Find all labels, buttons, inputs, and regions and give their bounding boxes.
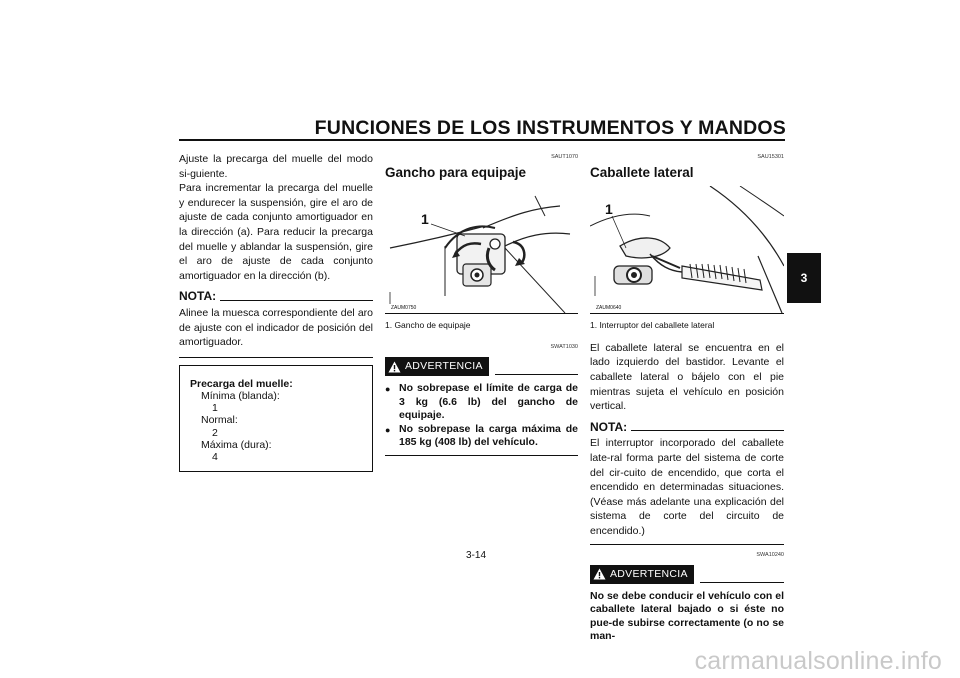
- note-end-rule: [590, 544, 784, 545]
- bullet-icon: ●: [385, 424, 391, 435]
- sidestand-illustration: [590, 186, 784, 313]
- section-code: SAUT1070: [551, 154, 578, 160]
- figure-caption: 1. Interruptor del caballete lateral: [590, 320, 715, 331]
- spring-preload-spec-box: [179, 365, 373, 472]
- figure-callout: 1: [605, 201, 613, 218]
- luggage-hook-illustration: [385, 186, 578, 313]
- figure-code: ZAUM0640: [596, 305, 622, 312]
- column-2: [385, 150, 578, 456]
- warning-triangle-icon: [388, 361, 401, 373]
- warning-badge: [385, 357, 489, 376]
- note-end-rule: [179, 357, 373, 358]
- warning-heading: [385, 357, 578, 376]
- note-rule: [631, 430, 784, 431]
- spec-max-value: 4: [212, 450, 218, 463]
- list-item-text: No sobrepase el límite de carga de 3 kg (6.6 lb) del gancho de equipaje.: [399, 381, 578, 422]
- list-item: [385, 382, 578, 423]
- watermark-text: carmanualsonline.info: [694, 647, 942, 675]
- paragraph: El caballete lateral se encuentra en el lado izquierdo del bastidor. Levante el caballete lateral o bájelo con el pie mientras sujeta el vehículo en posición vertical.: [590, 341, 784, 413]
- note-text: El interruptor incorporado del caballete late-ral forma parte del sistema de corte del cir-cuito de encendido, que corta el encendido en determinadas situaciones. (Véase más adelante una explicación del sistema de corte del circuito de encendido.): [590, 437, 784, 537]
- warning-rule: [495, 374, 578, 375]
- warning-triangle-icon: [593, 568, 606, 580]
- section-code: SAU15301: [757, 154, 784, 160]
- paragraph: Para incrementar la precarga del muelle y endurecer la suspensión, gire el aro de ajuste de cada conjunto amortiguador en la dirección (a). Para reducir la precarga del muelle y ablandar la suspensión, gire el aro de ajuste de cada conjunto amortiguador en la dirección (b).: [179, 182, 373, 282]
- page-header-title: FUNCIONES DE LOS INSTRUMENTOS Y MANDOS: [314, 117, 786, 139]
- note-heading: [590, 420, 784, 435]
- section-title: Caballete lateral: [590, 164, 694, 180]
- header-rule: [179, 139, 785, 141]
- note-heading: [179, 289, 373, 304]
- figure-caption: 1. Gancho de equipaje: [385, 320, 471, 331]
- column-1: [179, 152, 373, 472]
- page-number: 3-14: [466, 550, 487, 561]
- note-rule: [220, 300, 373, 301]
- spec-min-label: Mínima (blanda):: [201, 389, 280, 402]
- warning-text: No se debe conducir el vehículo con el caballete lateral bajado o si éste no pue-de subirse correctamente (o no se man-: [590, 589, 784, 643]
- note-label: NOTA:: [590, 419, 628, 434]
- chapter-tab: 3: [787, 253, 821, 303]
- warning-code: SWAT1030: [550, 343, 578, 350]
- warning-heading: [590, 565, 784, 584]
- warning-list: [385, 382, 578, 450]
- warning-code: SWA10240: [756, 551, 784, 558]
- spec-min-value: 1: [212, 402, 218, 415]
- list-item: [385, 423, 578, 450]
- spec-normal-label: Normal:: [201, 414, 238, 427]
- note-text: Alinee la muesca correspondiente del aro de ajuste con el indicador de posición del amortiguador.: [179, 306, 373, 349]
- spec-max-label: Máxima (dura):: [201, 438, 272, 451]
- column-3: [590, 150, 784, 644]
- warning-label: ADVERTENCIA: [405, 360, 483, 373]
- list-item-text: No sobrepase la carga máxima de 185 kg (408 lb) del vehículo.: [399, 422, 578, 449]
- spec-title: Precarga del muelle:: [190, 377, 293, 390]
- sidestand-figure: [590, 186, 784, 313]
- bullet-icon: ●: [385, 383, 391, 394]
- warning-end-rule: [385, 455, 578, 456]
- warning-label: ADVERTENCIA: [610, 568, 688, 581]
- paragraph: Ajuste la precarga del muelle del modo si-guiente.: [179, 153, 373, 180]
- note-label: NOTA:: [179, 289, 217, 304]
- luggage-hook-figure: [385, 186, 578, 313]
- warning-rule: [700, 582, 784, 583]
- figure-code: ZAUM0750: [391, 305, 417, 312]
- spec-normal-value: 2: [212, 426, 218, 439]
- warning-badge: [590, 565, 694, 584]
- section-title: Gancho para equipaje: [385, 164, 527, 180]
- figure-callout: 1: [421, 211, 429, 228]
